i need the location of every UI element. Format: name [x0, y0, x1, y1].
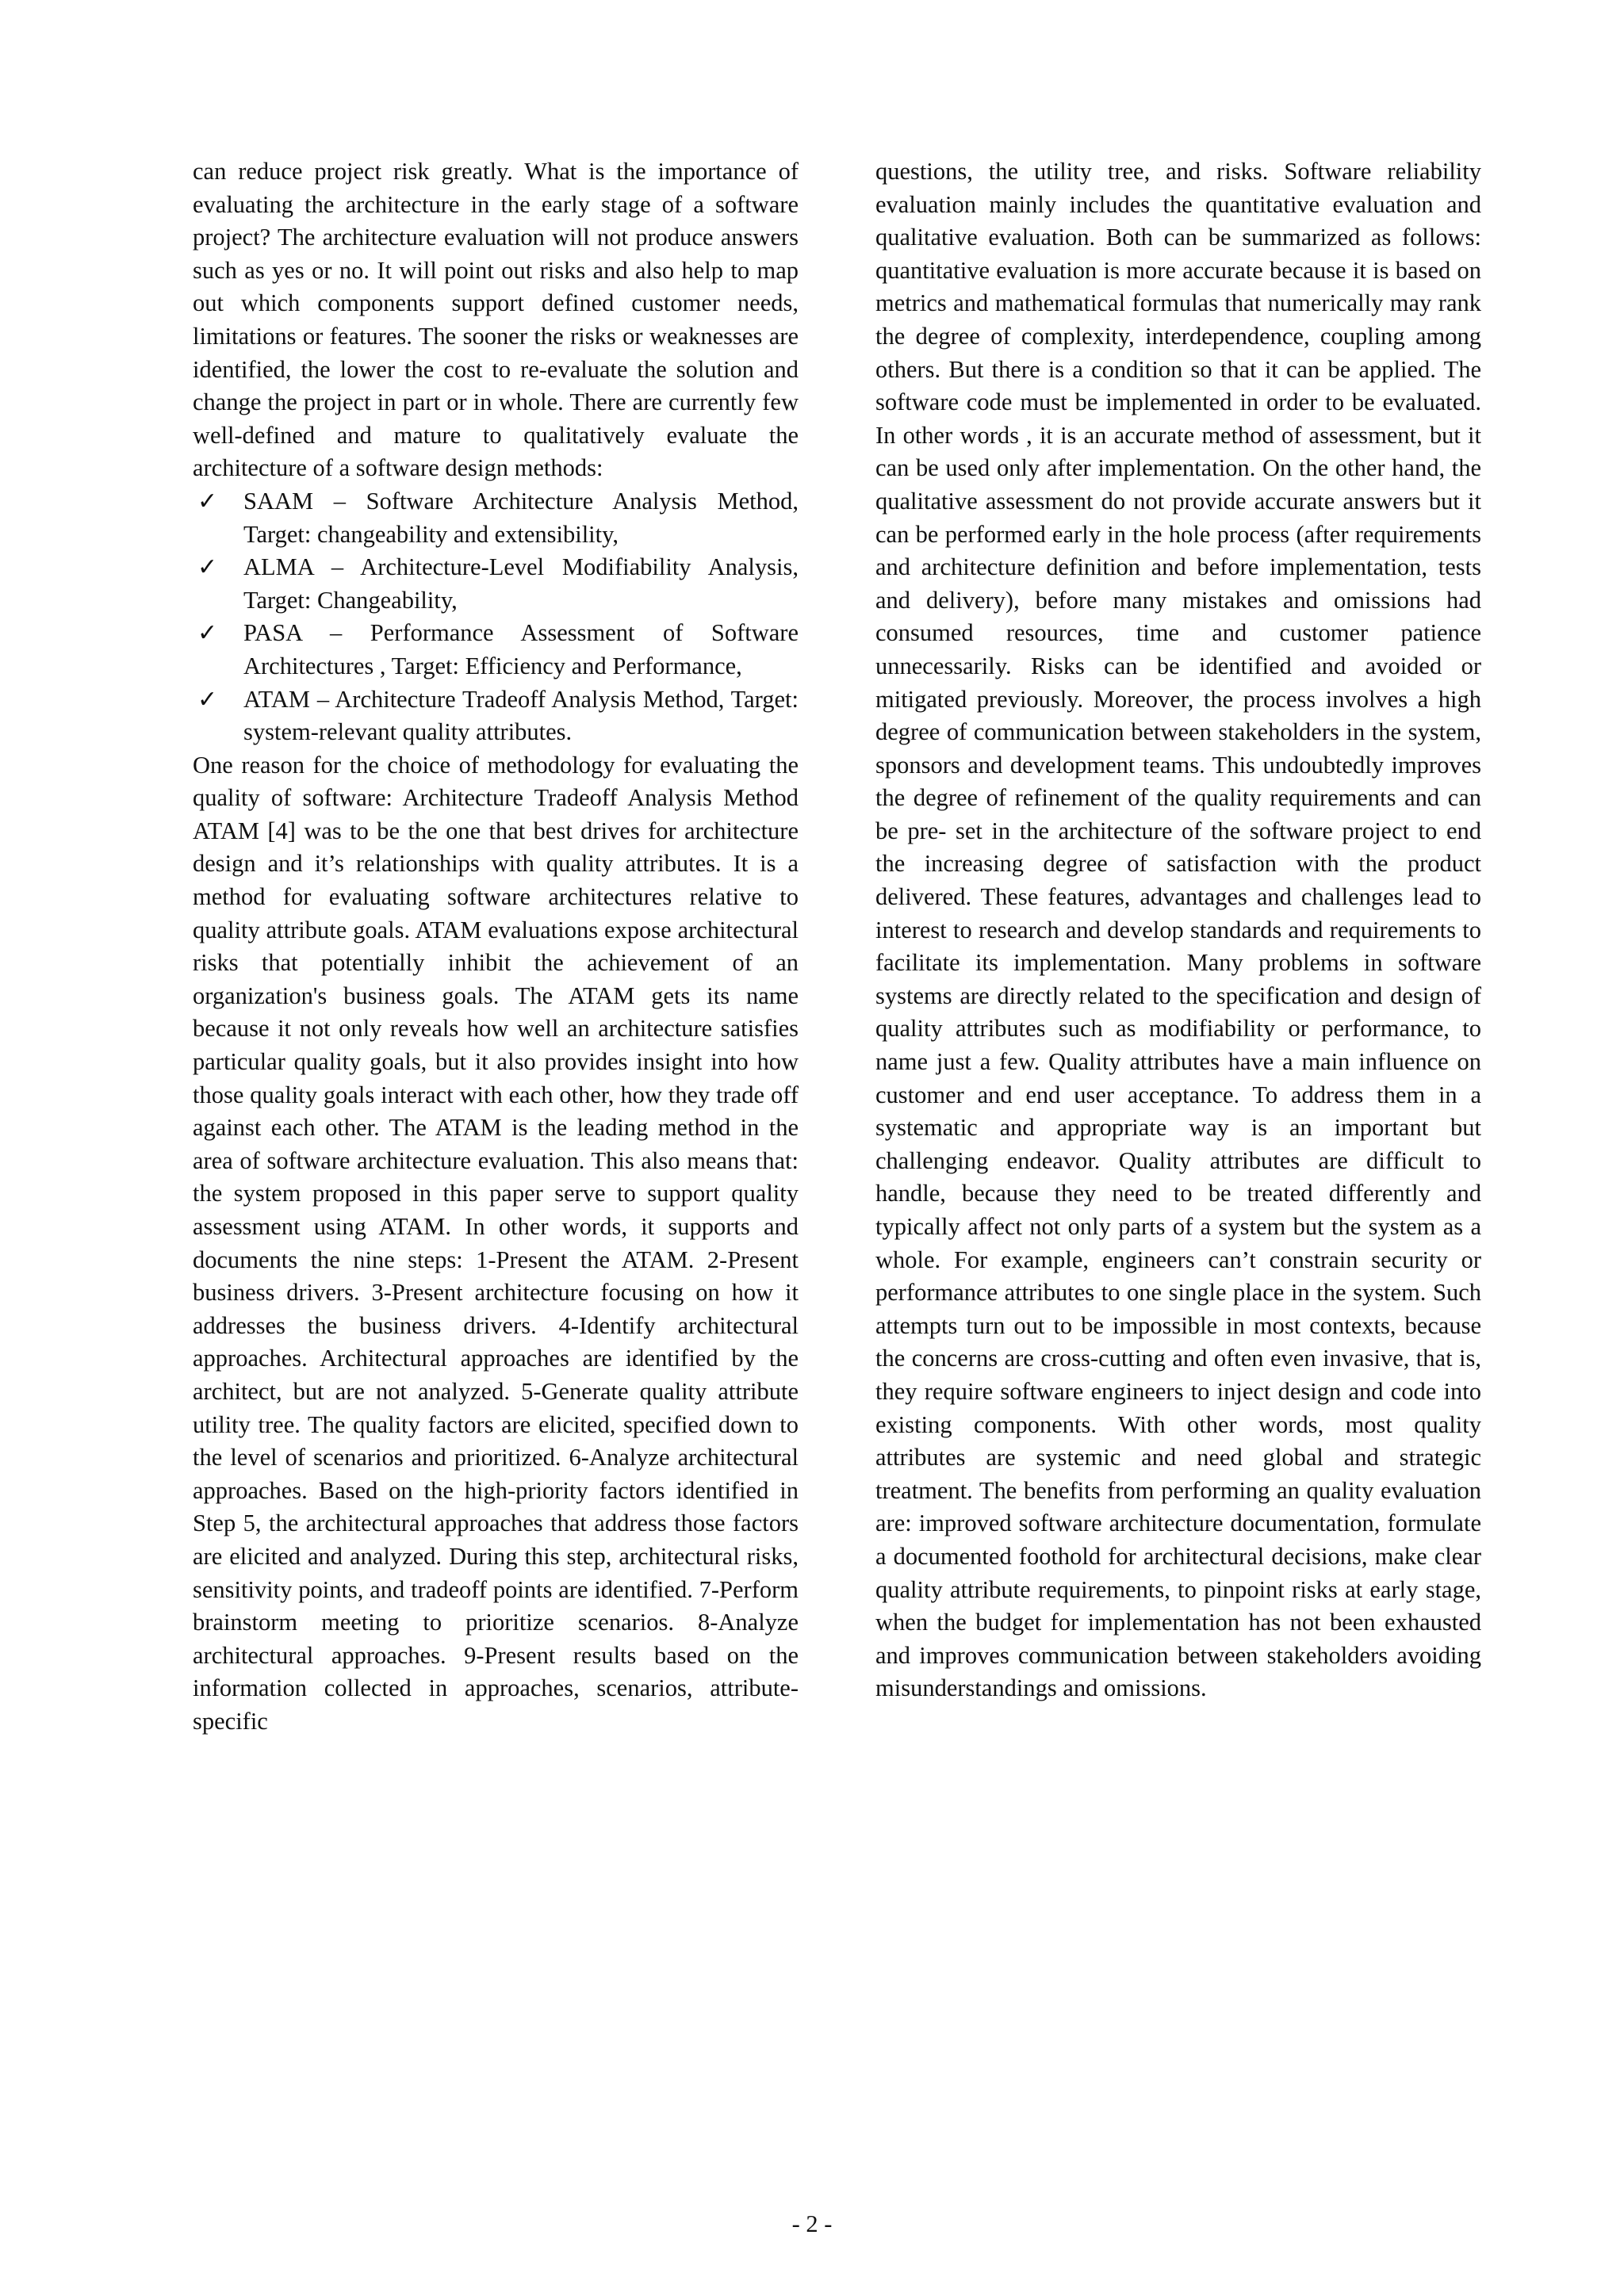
checkmark-icon: ✓ [197, 487, 218, 515]
list-item [193, 485, 799, 551]
right-column [875, 155, 1481, 1705]
left-column [193, 155, 799, 1739]
list-item [193, 683, 799, 749]
page-number: - 2 - [791, 2210, 833, 2237]
list-item [193, 551, 799, 617]
checkmark-icon: ✓ [197, 685, 218, 714]
body-paragraph: can reduce project risk greatly. What is the importance of evaluating the architecture in the early stage of a software project? The architecture evaluation will not produce answers such as yes or no. It will point out risks and also help to map out which components support defined customer needs, limitations or features. The sooner the risks or weaknesses are identified, the lower the cost to re-evaluate the solution and change the project in part or in whole. There are currently few well-defined and mature to qualitatively evaluate the architecture of a software design methods: [193, 158, 799, 482]
checkmark-icon: ✓ [197, 553, 218, 582]
method-list [193, 485, 799, 749]
list-item-text: ALMA – Architecture-Level Modifiability Analysis, Target: Changeability, [243, 553, 799, 614]
list-item [193, 617, 799, 683]
body-paragraph: questions, the utility tree, and risks. Software reliability evaluation mainly includes the quantitative evaluation and qualitative evaluation. Both can be summarized as follows: quantitative evaluation is more accurate because it is based on metrics and mathematical formulas that numerically may rank the degree of complexity, interdependence, coupling among others. But there is a condition so that it can be applied. The software code must be implemented in order to be evaluated. In other words , it is an accurate method of assessment, but it can be used only after implementation. On the other hand, the qualitative assessment do not provide accurate answers but it can be performed early in the hole process (after requirements and architecture definition and before implementation, tests and delivery), before many mistakes and omissions had consumed resources, time and customer patience unnecessarily. Risks can be identified and avoided or mitigated previously. Moreover, the process involves a high degree of communication between stakeholders in the system, sponsors and development teams. This undoubtedly improves the degree of refinement of the quality requirements and can be pre- set in the architecture of the software project to end the increasing degree of satisfaction with the product delivered. These features, advantages and challenges lead to interest to research and develop standards and requirements to facilitate its implementation. Many problems in software systems are directly related to the specification and design of quality attributes such as modifiability or performance, to name just a few. Quality attributes have a main influence on customer and end user acceptance. To address them in a systematic and appropriate way is an important but challenging endeavor. Quality attributes are difficult to handle, because they need to be treated differently and typically affect not only parts of a system but the system as a whole. For example, engineers can’t constrain security or performance attributes to one single place in the system. Such attempts turn out to be impossible in most contexts, because the concerns are cross-cutting and often even invasive, that is, they require software engineers to inject design and code into existing components. With other words, most quality attributes are systemic and need global and strategic treatment. The benefits from performing an quality evaluation are: improved software architecture documentation, formulate a documented foothold for architectural decisions, make clear quality attribute requirements, to pinpoint risks at early stage, when the budget for implementation has not been exhausted and improves communication between stakeholders avoiding misunderstandings and omissions. [875, 158, 1481, 1702]
list-item-text: SAAM – Software Architecture Analysis Method, Target: changeability and extensibility, [243, 487, 799, 548]
checkmark-icon: ✓ [197, 619, 218, 648]
body-paragraph: One reason for the choice of methodology for evaluating the quality of software: Architecture Tradeoff Analysis Method ATAM [4] was to be the one that best drives for architecture design and it’s relationships with quality attributes. It is a method for evaluating software architectures relative to quality attribute goals. ATAM evaluations expose architectural risks that potentially inhibit the achievement of an organization's business goals. The ATAM gets its name because it not only reveals how well an architecture satisfies particular quality goals, but it also provides insight into how those quality goals interact with each other, how they trade off against each other. The ATAM is the leading method in the area of software architecture evaluation. This also means that: the system proposed in this paper serve to support quality assessment using ATAM. In other words, it supports and documents the nine steps: 1-Present the ATAM. 2-Present business drivers. 3-Present architecture focusing on how it addresses the business drivers. 4-Identify architectural approaches. Architectural approaches are identified by the architect, but are not analyzed. 5-Generate quality attribute utility tree. The quality factors are elicited, specified down to the level of scenarios and prioritized. 6-Analyze architectural approaches. Based on the high-priority factors identified in Step 5, the architectural approaches that address those factors are elicited and analyzed. During this step, architectural risks, sensitivity points, and tradeoff points are identified. 7-Perform brainstorm meeting to prioritize scenarios. 8-Analyze architectural approaches. 9-Present results based on the information collected in approaches, scenarios, attribute-specific [193, 751, 799, 1735]
list-item-text: ATAM – Architecture Tradeoff Analysis Method, Target: system-relevant quality attributes. [243, 685, 799, 746]
list-item-text: PASA – Performance Assessment of Software Architectures , Target: Efficiency and Performance, [243, 619, 799, 679]
